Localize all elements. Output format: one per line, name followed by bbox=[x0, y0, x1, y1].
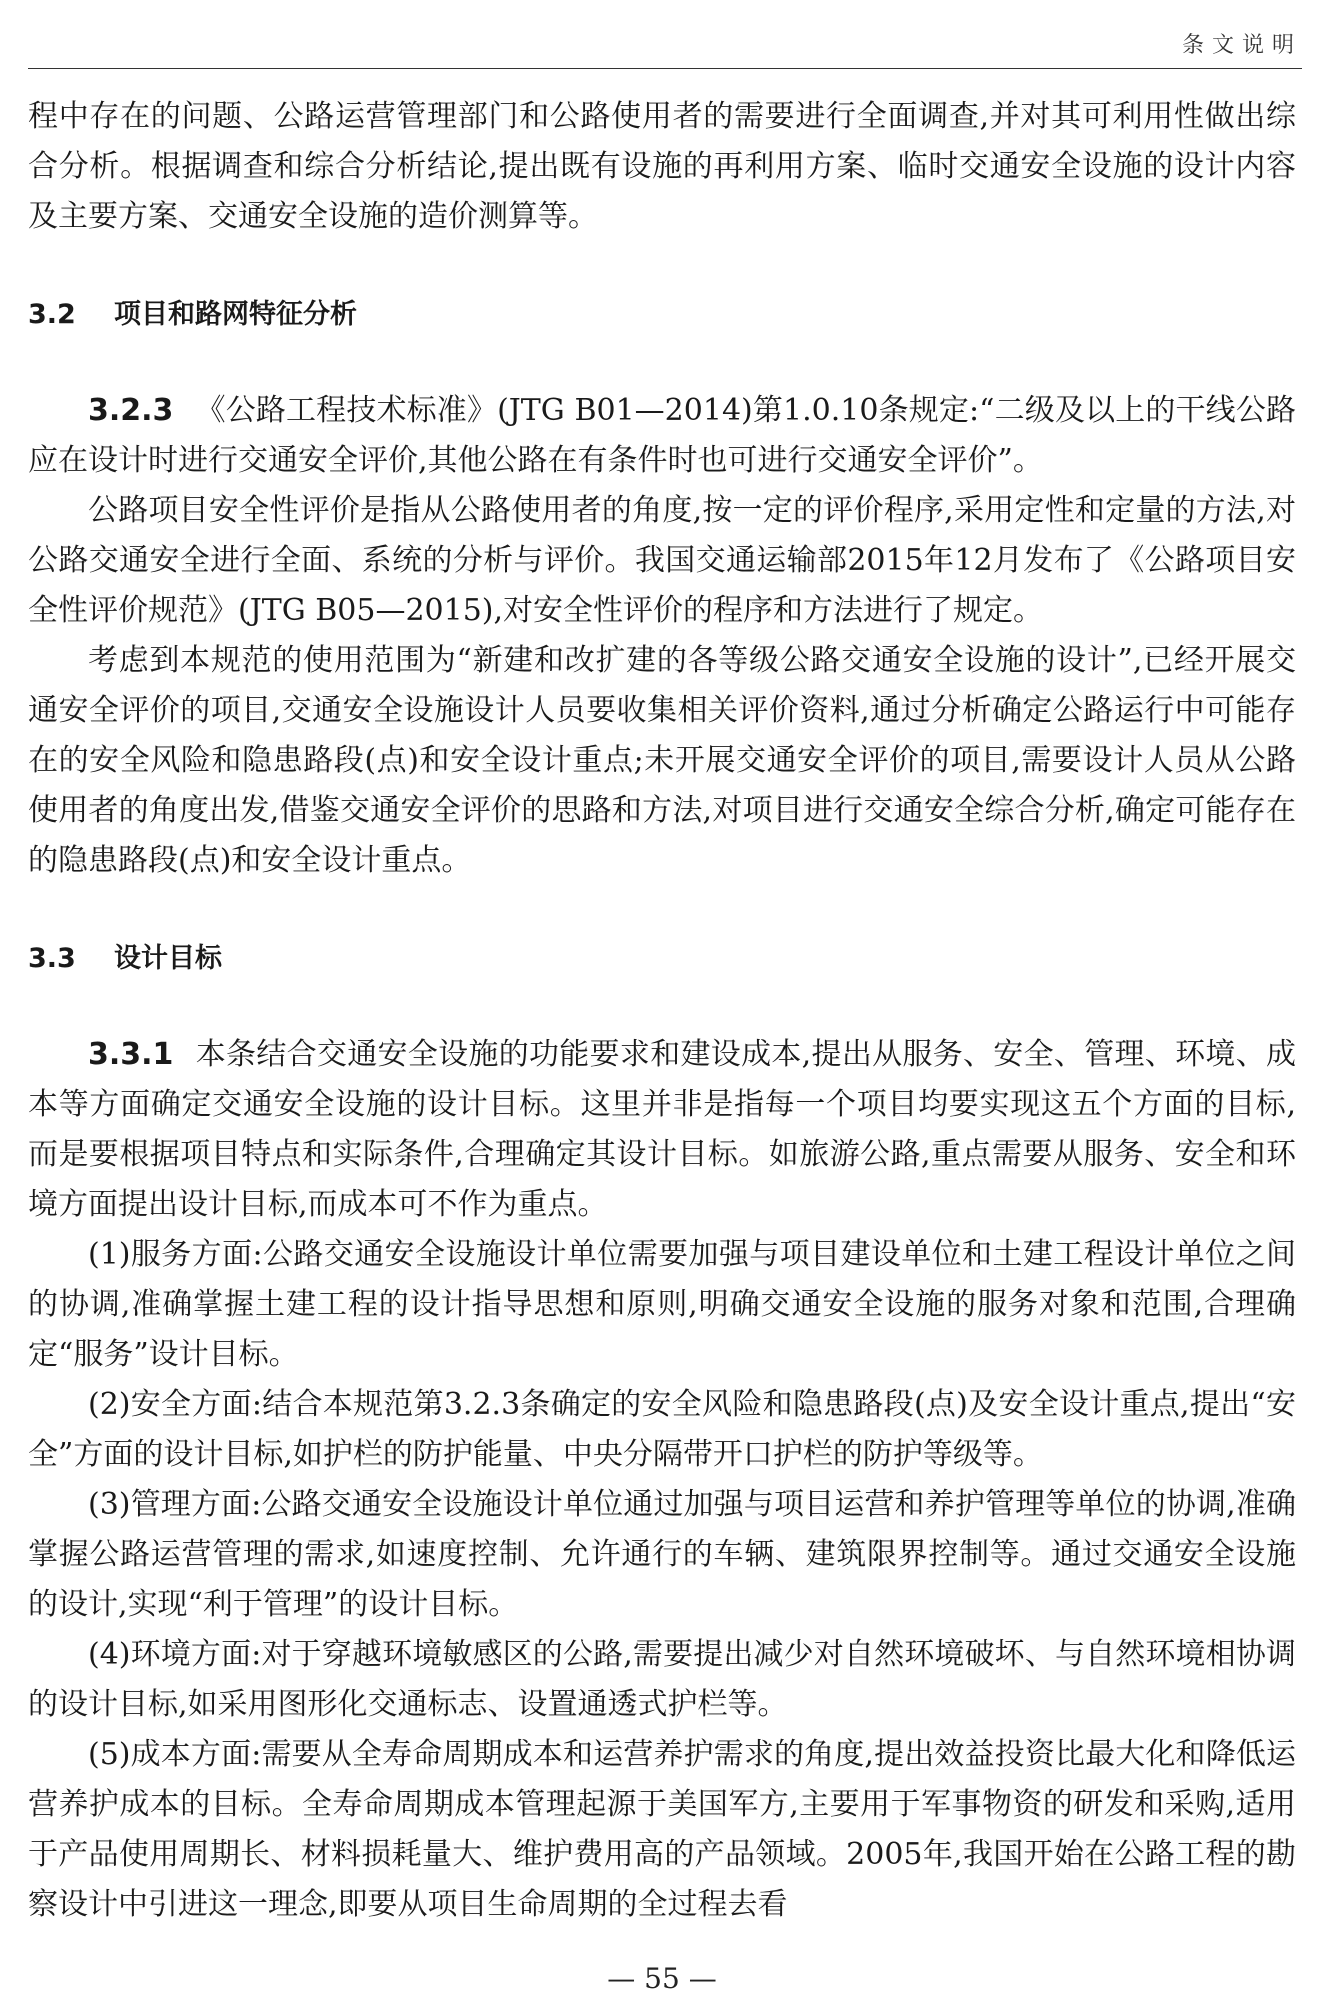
clause-3-2-3-paragraph bbox=[28, 386, 1296, 486]
clause-3-3-1-paragraph bbox=[28, 1030, 1296, 1230]
clause-number: 3.2.3 bbox=[88, 393, 174, 428]
clause-text: 本条结合交通安全设施的功能要求和建设成本,提出从服务、安全、管理、环境、成本等方面确定交通安全设施的设计目标。这里并非是指每一个项目均要实现这五个方面的目标,而是要根据项目特点和实际条件,合理确定其设计目标。如旅游公路,重点需要从服务、安全和环境方面提出设计目标,而成本可不作为重点。 bbox=[28, 1037, 1296, 1222]
list-item-cost: (5)成本方面:需要从全寿命周期成本和运营养护需求的角度,提出效益投资比最大化和降低运营养护成本的目标。全寿命周期成本管理起源于美国军方,主要用于军事物资的研发和采购,适用于产品使用周期长、材料损耗量大、维护费用高的产品领域。2005年,我国开始在公路工程的勘察设计中引进这一理念,即要从项目生命周期的全过程去看 bbox=[28, 1737, 1296, 1922]
section-number: 3.3 bbox=[28, 943, 76, 974]
running-header-title: 条文说明 bbox=[1181, 33, 1302, 58]
clause-text: 《公路工程技术标准》(JTG B01—2014)第1.0.10条规定:“二级及以上的干线公路应在设计时进行交通安全评价,其他公路在有条件时也可进行交通安全评价”。 bbox=[28, 393, 1296, 478]
safety-evaluation-paragraph: 公路项目安全性评价是指从公路使用者的角度,按一定的评价程序,采用定性和定量的方法,对公路交通安全进行全面、系统的分析与评价。我国交通运输部2015年12月发布了《公路项目安全性评价规范》(JTG B05—2015),对安全性评价的程序和方法进行了规定。 bbox=[28, 493, 1296, 628]
page-number: — 55 — bbox=[607, 1962, 717, 1995]
list-item-management: (3)管理方面:公路交通安全设施设计单位通过加强与项目运营和养护管理等单位的协调,准确掌握公路运营管理的需求,如速度控制、允许通行的车辆、建筑限界控制等。通过交通安全设施的设计,实现“利于管理”的设计目标。 bbox=[28, 1487, 1296, 1622]
section-heading-3-2 bbox=[28, 290, 1296, 340]
page-header bbox=[0, 0, 1324, 70]
section-title: 项目和路网特征分析 bbox=[114, 299, 357, 330]
clause-number: 3.3.1 bbox=[88, 1037, 174, 1072]
list-item-safety: (2)安全方面:结合本规范第3.2.3条确定的安全风险和隐患路段(点)及安全设计重点,提出“安全”方面的设计目标,如护栏的防护能量、中央分隔带开口护栏的防护等级等。 bbox=[28, 1387, 1296, 1472]
list-item-service: (1)服务方面:公路交通安全设施设计单位需要加强与项目建设单位和土建工程设计单位之间的协调,准确掌握土建工程的设计指导思想和原则,明确交通安全设施的服务对象和范围,合理确定“服务”设计目标。 bbox=[28, 1237, 1296, 1372]
section-number: 3.2 bbox=[28, 299, 76, 330]
scope-paragraph: 考虑到本规范的使用范围为“新建和改扩建的各等级公路交通安全设施的设计”,已经开展交通安全评价的项目,交通安全设施设计人员要收集相关评价资料,通过分析确定公路运行中可能存在的安全风险和隐患路段(点)和安全设计重点;未开展交通安全评价的项目,需要设计人员从公路使用者的角度出发,借鉴交通安全评价的思路和方法,对项目进行交通安全综合分析,确定可能存在的隐患路段(点)和安全设计重点。 bbox=[28, 643, 1296, 878]
section-heading-3-3 bbox=[28, 934, 1296, 984]
page-body bbox=[28, 92, 1296, 1930]
section-title: 设计目标 bbox=[114, 943, 222, 974]
list-item-environment: (4)环境方面:对于穿越环境敏感区的公路,需要提出减少对自然环境破坏、与自然环境相协调的设计目标,如采用图形化交通标志、设置通透式护栏等。 bbox=[28, 1637, 1296, 1722]
intro-paragraph: 程中存在的问题、公路运营管理部门和公路使用者的需要进行全面调查,并对其可利用性做出综合分析。根据调查和综合分析结论,提出既有设施的再利用方案、临时交通安全设施的设计内容及主要方案、交通安全设施的造价测算等。 bbox=[28, 99, 1296, 234]
header-rule bbox=[28, 68, 1302, 69]
